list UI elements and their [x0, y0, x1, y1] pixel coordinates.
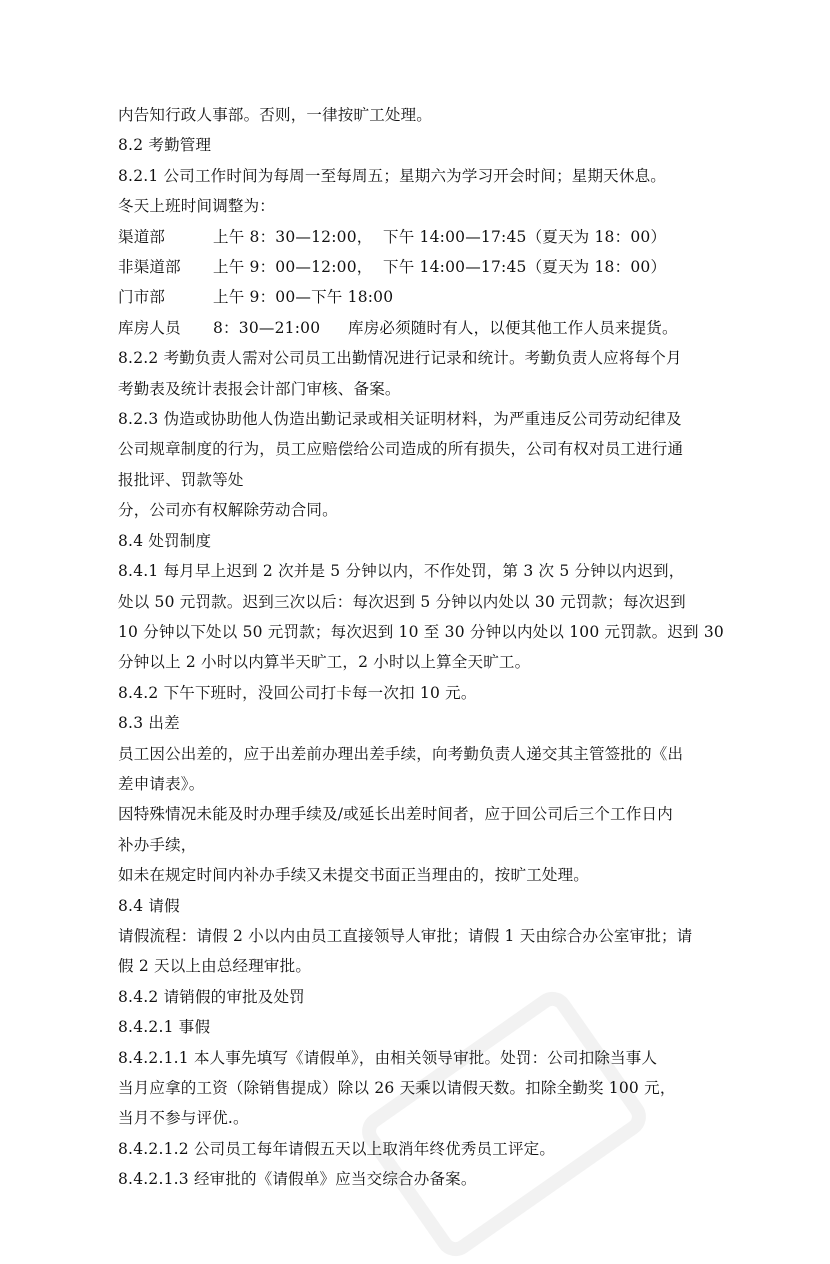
text-line: 当月不参与评优.。 [118, 1109, 249, 1128]
text-line: 内告知行政人事部。否则，一律按旷工处理。 [118, 106, 433, 124]
text-line: 8.2.2 考勤负责人需对公司员工出勤情况进行记录和统计。考勤负责人应将每个月 [118, 349, 682, 368]
text-line: 10 分钟以下处以 50 元罚款；每次迟到 10 至 30 分钟以内处以 100 元罚款。迟到 30 [118, 622, 724, 641]
section-heading: 8.4.2 请销假的审批及处罚 [118, 987, 305, 1006]
text-line: 当月应拿的工资（除销售提成）除以 26 天乘以请假天数。扣除全勤奖 100 元， [118, 1079, 676, 1097]
text-line: 8.2.1 公司工作时间为每周一至每周五；星期六为学习开会时间；星期天休息。 [118, 166, 666, 185]
schedule-pm: 下午 14:00—17:45（夏天为 18：00） [383, 258, 667, 277]
text-line: 分钟以上 2 小时以内算半天旷工，2 小时以上算全天旷工。 [118, 653, 531, 672]
text-line: 公司规章制度的行为，员工应赔偿给公司造成的所有损失，公司有权对员工进行通 [118, 440, 684, 459]
schedule-pm: 库房必须随时有人，以便其他工作人员来提货。 [348, 318, 678, 337]
schedule-row [118, 222, 718, 252]
text-line: 考勤表及统计表报会计部门审核、备案。 [118, 379, 401, 398]
text-line: 如未在规定时间内补办手续又未提交书面正当理由的，按旷工处理。 [118, 866, 590, 885]
text-line: 8.4.2.1.2 公司员工每年请假五天以上取消年终优秀员工评定。 [118, 1139, 556, 1158]
schedule-am: 上午 9：00—下午 18:00 [213, 288, 394, 307]
text-line: 8.4.2.1.1 本人事先填写《请假单》，由相关领导审批。处罚：公司扣除当事人 [118, 1048, 658, 1067]
text-line: 8.4.2.1.3 经审批的《请假单》应当交综合办备案。 [118, 1170, 477, 1189]
text-line: 因特殊情况未能及时办理手续及/或延长出差时间者，应于回公司后三个工作日内 [118, 805, 673, 824]
text-line: 8.4.1 每月早上迟到 2 次并是 5 分钟以内，不作处罚，第 3 次 5 分钟以内迟到， [118, 562, 685, 581]
text-line: 8.4.2 下午下班时，没回公司打卡每一次扣 10 元。 [118, 683, 477, 702]
text-line: 差申请表》。 [118, 774, 205, 793]
schedule-pm: 下午 14:00—17:45（夏天为 18：00） [383, 227, 667, 246]
schedule-dept: 渠道部 [118, 227, 166, 246]
text-line: 假 2 天以上由总经理审批。 [118, 957, 312, 976]
schedule-dept: 库房人员 [118, 318, 181, 337]
schedule-am: 8：30—21:00 [213, 318, 321, 337]
schedule-row [118, 282, 718, 312]
schedule-am: 上午 9：00—12:00， [213, 258, 373, 277]
section-heading: 8.4 请假 [118, 896, 180, 915]
document-body [118, 100, 724, 1195]
schedule-am: 上午 8：30—12:00， [213, 227, 373, 246]
schedule-dept: 非渠道部 [118, 258, 181, 277]
text-line: 补办手续， [118, 835, 197, 854]
section-heading: 8.2 考勤管理 [118, 136, 212, 155]
text-line: 8.2.3 伪造或协助他人伪造出勤记录或相关证明材料，为严重违反公司劳动纪律及 [118, 410, 682, 429]
schedule-dept: 门市部 [118, 288, 166, 307]
section-heading: 8.4.2.1 事假 [118, 1018, 211, 1037]
section-heading: 8.4 处罚制度 [118, 531, 212, 550]
text-line: 冬天上班时间调整为： [118, 197, 276, 216]
text-line: 员工因公出差的，应于出差前办理出差手续，向考勤负责人递交其主管签批的《出 [118, 744, 684, 763]
text-line: 处以 50 元罚款。迟到三次以后：每次迟到 5 分钟以内处以 30 元罚款；每次迟到 [118, 592, 686, 611]
section-heading: 8.3 出差 [118, 714, 180, 733]
text-line: 报批评、罚款等处 [118, 470, 244, 489]
text-line: 请假流程：请假 2 小以内由员工直接领导人审批；请假 1 天由综合办公室审批；请 [118, 926, 693, 945]
schedule-row [118, 252, 718, 282]
text-line: 分，公司亦有权解除劳动合同。 [118, 501, 338, 520]
schedule-row [118, 313, 718, 343]
